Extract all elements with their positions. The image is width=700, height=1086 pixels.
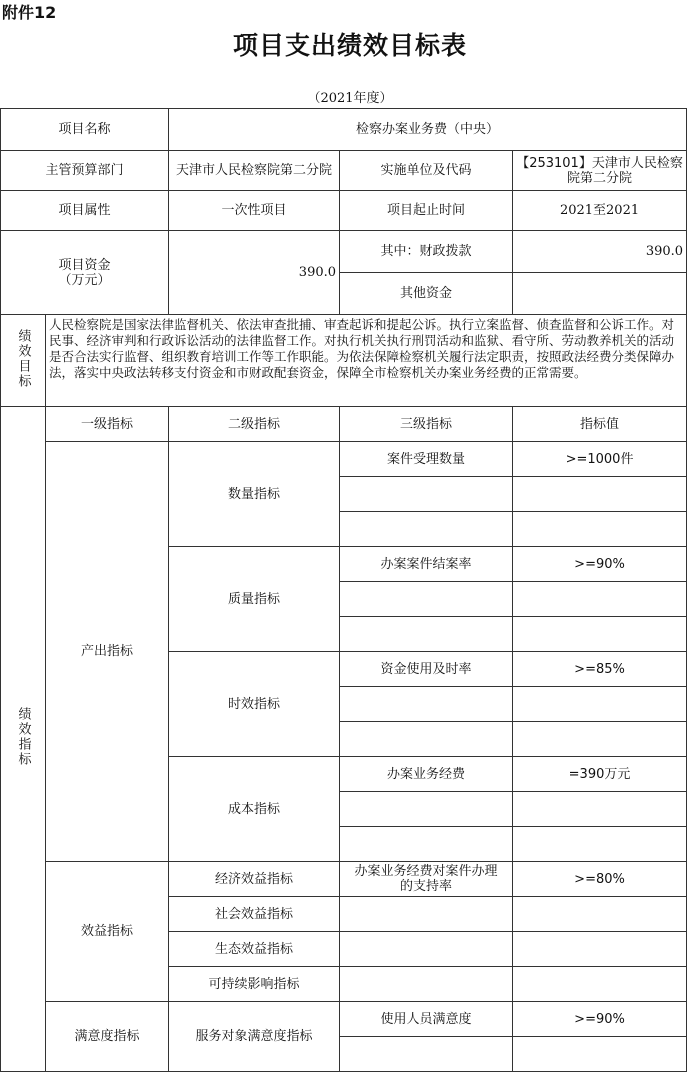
page-title: 项目支出绩效目标表 bbox=[232, 31, 467, 60]
empty-cell bbox=[513, 1037, 687, 1072]
cost-indicator: 成本指标 bbox=[169, 757, 340, 862]
social-indicator: 社会效益指标 bbox=[169, 897, 340, 932]
empty-cell bbox=[513, 967, 687, 1002]
other-funds-label: 其他资金 bbox=[340, 273, 513, 315]
indicators-label: 绩效指标 bbox=[1, 407, 46, 1072]
empty-cell bbox=[513, 792, 687, 827]
empty-cell bbox=[340, 967, 513, 1002]
year-label: （2021年度） bbox=[307, 91, 393, 106]
unit-label: 实施单位及代码 bbox=[340, 151, 513, 191]
empty-cell bbox=[340, 722, 513, 757]
empty-cell bbox=[513, 582, 687, 617]
funds-label: 项目资金（万元） bbox=[1, 231, 169, 315]
quality-indicator: 质量指标 bbox=[169, 547, 340, 652]
fiscal-value: 390.0 bbox=[513, 231, 687, 273]
empty-cell bbox=[513, 897, 687, 932]
service-value: >=90% bbox=[513, 1002, 687, 1037]
empty-cell bbox=[513, 827, 687, 862]
empty-cell bbox=[513, 617, 687, 652]
empty-cell bbox=[340, 582, 513, 617]
fiscal-label: 其中：财政拨款 bbox=[340, 231, 513, 273]
unit-value: 【253101】天津市人民检察院第二分院 bbox=[513, 151, 687, 191]
empty-cell bbox=[340, 1037, 513, 1072]
period-value: 2021至2021 bbox=[513, 191, 687, 231]
period-label: 项目起止时间 bbox=[340, 191, 513, 231]
output-indicator: 产出指标 bbox=[46, 442, 169, 862]
empty-cell bbox=[513, 932, 687, 967]
economic-level3: 办案业务经费对案件办理的支持率 bbox=[340, 862, 513, 897]
empty-cell bbox=[340, 932, 513, 967]
project-name-value: 检察办案业务费（中央） bbox=[169, 109, 687, 151]
quality-value: >=90% bbox=[513, 547, 687, 582]
empty-cell bbox=[513, 722, 687, 757]
sustainable-indicator: 可持续影响指标 bbox=[169, 967, 340, 1002]
project-name-label: 项目名称 bbox=[1, 109, 169, 151]
empty-cell bbox=[513, 477, 687, 512]
empty-cell bbox=[513, 512, 687, 547]
empty-cell bbox=[340, 897, 513, 932]
empty-cell bbox=[340, 512, 513, 547]
other-funds-value bbox=[513, 273, 687, 315]
service-satisfaction-indicator: 服务对象满意度指标 bbox=[169, 1002, 340, 1072]
service-level3: 使用人员满意度 bbox=[340, 1002, 513, 1037]
economic-indicator: 经济效益指标 bbox=[169, 862, 340, 897]
objective-label: 绩效目标 bbox=[1, 315, 46, 407]
performance-table bbox=[0, 108, 687, 1072]
objective-text: 人民检察院是国家法律监督机关、依法审查批捕、审查起诉和提起公诉。执行立案监督、侦查监督和公诉工作。对民事、经济审判和行政诉讼活动的法律监督工作。对执行机关执行刑罚活动和监狱、看守所、劳动教养机关的活动是否合法实行监督、组织教育培训工作等工作职能。为依法保障检察机关履行法定职责，按照政法经费分类保障办法，落实中央政法转移支付资金和市财政配套资金，保障全市检察机关办案业务经费的正常需要。 bbox=[46, 315, 687, 407]
quality-level3: 办案案件结案率 bbox=[340, 547, 513, 582]
cost-level3: 办案业务经费 bbox=[340, 757, 513, 792]
economic-value: >=80% bbox=[513, 862, 687, 897]
empty-cell bbox=[340, 477, 513, 512]
quantity-value: >=1000件 bbox=[513, 442, 687, 477]
timeliness-indicator: 时效指标 bbox=[169, 652, 340, 757]
quantity-indicator: 数量指标 bbox=[169, 442, 340, 547]
funds-total: 390.0 bbox=[169, 231, 340, 315]
col-header-value: 指标值 bbox=[513, 407, 687, 442]
timeliness-value: >=85% bbox=[513, 652, 687, 687]
empty-cell bbox=[340, 792, 513, 827]
dept-label: 主管预算部门 bbox=[1, 151, 169, 191]
empty-cell bbox=[340, 827, 513, 862]
col-header-level2: 二级指标 bbox=[169, 407, 340, 442]
attachment-label: 附件12 bbox=[2, 3, 57, 22]
empty-cell bbox=[340, 687, 513, 722]
ecological-indicator: 生态效益指标 bbox=[169, 932, 340, 967]
dept-value: 天津市人民检察院第二分院 bbox=[169, 151, 340, 191]
empty-cell bbox=[513, 687, 687, 722]
attr-label: 项目属性 bbox=[1, 191, 169, 231]
cost-value: =390万元 bbox=[513, 757, 687, 792]
timeliness-level3: 资金使用及时率 bbox=[340, 652, 513, 687]
col-header-level3: 三级指标 bbox=[340, 407, 513, 442]
empty-cell bbox=[340, 617, 513, 652]
satisfaction-indicator: 满意度指标 bbox=[46, 1002, 169, 1072]
benefit-indicator: 效益指标 bbox=[46, 862, 169, 1002]
attr-value: 一次性项目 bbox=[169, 191, 340, 231]
quantity-level3: 案件受理数量 bbox=[340, 442, 513, 477]
col-header-level1: 一级指标 bbox=[46, 407, 169, 442]
